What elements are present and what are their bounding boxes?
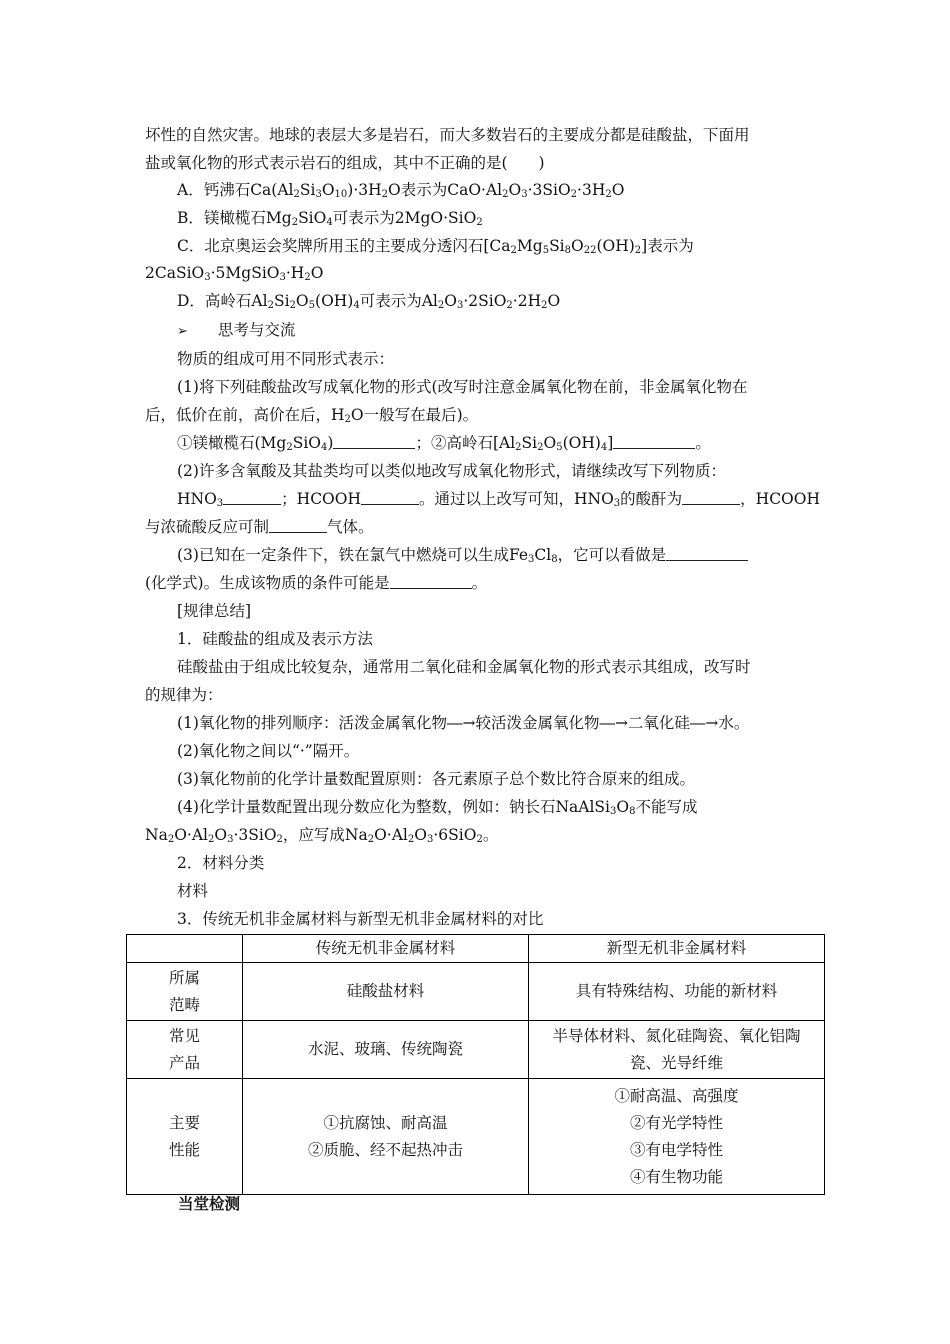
answer-blank[interactable] xyxy=(682,490,740,505)
table-header-cell: 传统无机非金属材料 xyxy=(243,935,529,963)
answer-blank[interactable] xyxy=(390,574,472,589)
table-row xyxy=(127,963,825,1021)
answer-blank[interactable] xyxy=(666,546,748,561)
rule-4-line-2: $Na_2O\cdot Al_2O_3\cdot 3SiO_2$，应写成$Na_2O\cdot Al_2O_3\cdot 6SiO_2$。 xyxy=(145,826,499,845)
question-3-line-2: (化学式)。生成该物质的条件可能是 。 xyxy=(145,574,488,592)
answer-blank[interactable] xyxy=(333,434,415,449)
table-row xyxy=(127,1079,825,1195)
answer-blank[interactable] xyxy=(269,518,327,533)
answer-blank[interactable] xyxy=(223,490,281,505)
summary-section-1-title: 1．硅酸盐的组成及表示方法 xyxy=(177,630,373,648)
table-row-label: 所属 范畴 xyxy=(127,963,243,1021)
summary-heading: [规律总结] xyxy=(177,602,252,620)
answer-blank[interactable] xyxy=(613,434,695,449)
rule-2: (2)氧化物之间以“·”隔开。 xyxy=(177,742,360,760)
table-cell: 水泥、玻璃、传统陶瓷 xyxy=(243,1021,529,1079)
table-cell: ①抗腐蚀、耐高温 ②质脆、经不起热冲击 xyxy=(243,1079,529,1195)
arrow-bullet-icon: ➢ xyxy=(177,324,188,339)
rule-3: (3)氧化物前的化学计量数配置原则：各元素原子总个数比符合原来的组成。 xyxy=(177,770,695,788)
think-intro: 物质的组成可用不同形式表示： xyxy=(177,350,395,368)
summary-section-1-text-2: 的规律为： xyxy=(145,686,223,704)
summary-section-1-text-1: 硅酸盐由于组成比较复杂，通常用二氧化硅和金属氧化物的形式表示其组成，改写时 xyxy=(177,658,751,676)
table-header-row xyxy=(127,935,825,963)
table-cell: ①耐高温、高强度 ②有光学特性 ③有电学特性 ④有生物功能 xyxy=(529,1079,825,1195)
option-a: A．钙沸石$Ca(Al_2Si_3O_{10})\cdot 3H_2O$表示为$CaO\cdot Al_2O_3\cdot 3SiO_2\cdot 3H_2O$ xyxy=(177,181,625,200)
rule-4-line-1: (4)化学计量数配置出现分数应化为整数，例如：钠长石$NaAlSi_3O_8$不能写成 xyxy=(177,798,698,817)
think-heading: ➢ 思考与交流 xyxy=(177,320,295,342)
question-2-line-2: $HNO_3$ ；HCOOH 。通过以上改写可知，$HNO_3$的酸酐为 ，HCOOH xyxy=(177,490,820,509)
table-row xyxy=(127,1021,825,1079)
question-3-line-1: (3)已知在一定条件下，铁在氯气中燃烧可以生成$Fe_3Cl_8$，它可以看做是 xyxy=(177,545,748,565)
rule-1: (1)氧化物的排列顺序：活泼金属氧化物―→较活泼金属氧化物―→二氧化硅―→水。 xyxy=(177,714,750,732)
comparison-table xyxy=(126,934,825,1195)
table-cell: 具有特殊结构、功能的新材料 xyxy=(529,963,825,1021)
answer-blank[interactable] xyxy=(361,490,419,505)
summary-section-3-title: 3．传统无机非金属材料与新型无机非金属材料的对比 xyxy=(177,910,544,928)
section-heading-quiz: 当堂检测 xyxy=(178,1194,241,1213)
question-1-line-2: 后，低价在前，高价在后，$H_2O$一般写在最后)。 xyxy=(145,406,479,425)
table-cell: 半导体材料、氮化硅陶瓷、氧化铝陶 瓷、光导纤维 xyxy=(529,1021,825,1079)
table-cell: 硅酸盐材料 xyxy=(243,963,529,1021)
summary-section-2-text: 材料 xyxy=(177,882,209,900)
intro-line-1: 坏性的自然灾害。地球的表层大多是岩石，而大多数岩石的主要成分都是硅酸盐，下面用 xyxy=(145,126,750,144)
table-header-cell xyxy=(127,935,243,963)
option-b: B．镁橄榄石$Mg_2SiO_4$可表示为2MgO·SiO$_2$ xyxy=(177,209,483,228)
question-2-line-1: (2)许多含氧酸及其盐类均可以类似地改写成氧化物形式，请继续改写下列物质： xyxy=(177,462,726,480)
table-header-cell: 新型无机非金属材料 xyxy=(529,935,825,963)
question-1-line-1: (1)将下列硅酸盐改写成氧化物的形式(改写时注意金属氧化物在前，非金属氧化物在 xyxy=(177,378,748,396)
intro-line-2: 盐或氧化物的形式表示岩石的组成，其中不正确的是( ) xyxy=(145,154,545,172)
option-d: D．高岭石$Al_2Si_2O_5(OH)_4$可表示为$Al_2O_3\cdot 2SiO_2\cdot 2H_2O$ xyxy=(177,292,561,311)
question-1-line-3: ①镁橄榄石$(Mg_2SiO_4)$ ；②高岭石$[Al_2Si_2O_5(OH)_4]$ 。 xyxy=(177,434,711,453)
table-row-label: 常见 产品 xyxy=(127,1021,243,1079)
option-c: C．北京奥运会奖牌所用玉的主要成分透闪石$[Ca_2Mg_5Si_8O_{22}(OH)_2]$表示为 xyxy=(177,237,694,256)
question-2-line-3: 与浓硫酸反应可制 气体。 xyxy=(145,518,374,536)
option-c-line-2: $2CaSiO_3\cdot 5MgSiO_3\cdot H_2O$ xyxy=(145,264,324,283)
summary-section-2-title: 2．材料分类 xyxy=(177,854,265,872)
table-row-label: 主要 性能 xyxy=(127,1079,243,1195)
